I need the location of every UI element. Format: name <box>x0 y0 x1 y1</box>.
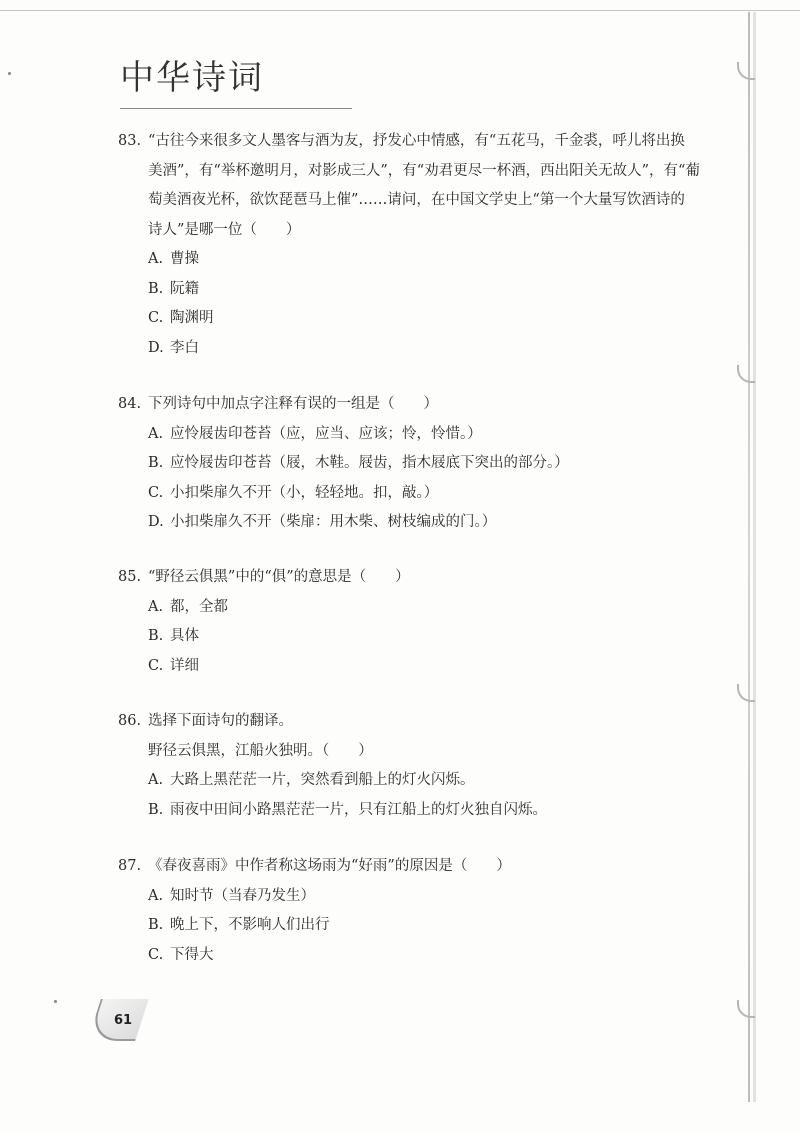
question-line <box>118 563 708 593</box>
option-text: 下得大 <box>170 946 214 963</box>
option-letter: D. <box>148 339 164 356</box>
option-text: 详细 <box>170 657 199 674</box>
option-text: 应怜屐齿印苍苔（屐，木鞋。屐齿，指木屐底下突出的部分。） <box>170 455 569 471</box>
option-b[interactable] <box>118 796 708 826</box>
option-text: 小扣柴扉久不开（柴扉：用木柴、树枝编成的门。） <box>170 514 497 530</box>
question-text: “古往今来很多文人墨客与酒为友，抒发心中情感，有“五花马，千金裘，呼儿将出换 <box>148 133 685 149</box>
option-letter: A. <box>148 598 164 615</box>
question-text: 野径云俱黑，江船火独明。（ ） <box>148 742 373 759</box>
question-line <box>118 707 708 737</box>
question-line <box>118 390 708 420</box>
binder-shadow <box>753 12 756 1102</box>
binder-ring-mark <box>737 684 755 702</box>
option-b[interactable] <box>118 911 708 941</box>
option-a[interactable] <box>118 882 708 912</box>
question-85 <box>118 563 708 681</box>
option-text: 晚上下，不影响人们出行 <box>170 917 330 933</box>
option-text: 小扣柴扉久不开（小，轻轻地。扣，敲。） <box>170 484 439 501</box>
option-letter: B. <box>148 455 164 471</box>
option-letter: C. <box>148 946 164 963</box>
option-a[interactable] <box>118 245 708 275</box>
question-84 <box>118 390 708 538</box>
page-title: 中华诗词 <box>120 58 264 98</box>
option-letter: A. <box>148 425 164 442</box>
option-a[interactable] <box>118 766 708 796</box>
question-text: “野径云俱黑”中的“俱”的意思是（ ） <box>148 569 410 585</box>
option-b[interactable] <box>118 449 708 479</box>
option-letter: C. <box>148 310 164 326</box>
option-letter: B. <box>148 280 164 297</box>
option-d[interactable] <box>118 334 708 364</box>
option-text: 李白 <box>170 339 199 356</box>
question-83 <box>118 127 708 363</box>
title-underline <box>120 108 352 109</box>
question-number: 84. <box>118 396 142 412</box>
option-letter: B. <box>148 628 164 644</box>
question-text: 下列诗句中加点字注释有误的一组是（ ） <box>148 396 438 412</box>
question-number: 83. <box>118 133 142 149</box>
scan-speck <box>54 1000 57 1003</box>
binder-edge <box>748 12 750 1102</box>
option-letter: A. <box>148 772 164 788</box>
page-footer <box>92 995 152 1045</box>
option-letter: D. <box>148 514 164 530</box>
option-letter: C. <box>148 484 164 501</box>
option-b[interactable] <box>118 622 708 652</box>
option-c[interactable] <box>118 941 708 971</box>
scan-edge <box>0 10 800 11</box>
option-letter: B. <box>148 801 164 818</box>
question-line <box>118 852 708 882</box>
option-text: 知时节（当春乃发生） <box>170 887 315 904</box>
question-87 <box>118 852 708 970</box>
option-letter: B. <box>148 917 164 933</box>
option-letter: C. <box>148 657 164 674</box>
option-b[interactable] <box>118 275 708 305</box>
question-text: 萄美酒夜光杯，欲饮琵琶马上催”……请问，在中国文学史上“第一个大量写饮酒诗的 <box>148 192 685 208</box>
page-number: 61 <box>114 1013 133 1028</box>
question-text: 诗人”是哪一位（ ） <box>148 221 301 238</box>
question-number: 85. <box>118 569 142 585</box>
option-c[interactable] <box>118 304 708 334</box>
option-text: 都，全都 <box>170 598 228 615</box>
question-number: 86. <box>118 713 142 729</box>
option-a[interactable] <box>118 420 708 450</box>
option-text: 陶渊明 <box>170 310 214 326</box>
option-letter: A. <box>148 887 164 904</box>
option-text: 雨夜中田间小路黑茫茫一片，只有江船上的灯火独自闪烁。 <box>170 801 547 818</box>
question-text: 《春夜喜雨》中作者称这场雨为“好雨”的原因是（ ） <box>148 858 511 874</box>
option-c[interactable] <box>118 479 708 509</box>
option-letter: A. <box>148 251 164 267</box>
option-text: 曹操 <box>170 251 199 267</box>
scan-speck <box>8 72 11 75</box>
binder-ring-mark <box>737 62 755 80</box>
question-text: 美酒”，有“举杯邀明月，对影成三人”，有“劝君更尽一杯酒，西出阳关无故人”，有“葡 <box>148 162 700 179</box>
option-text: 阮籍 <box>170 280 199 297</box>
option-text: 具体 <box>170 628 199 644</box>
question-line <box>118 127 708 157</box>
binder-ring-mark <box>737 365 755 383</box>
option-text: 应怜屐齿印苍苔（应，应当、应该；怜，怜惜。） <box>170 425 482 442</box>
option-c[interactable] <box>118 652 708 682</box>
question-text: 选择下面诗句的翻译。 <box>148 713 293 729</box>
binder-ring-mark <box>737 1000 755 1018</box>
option-text: 大路上黑茫茫一片，突然看到船上的灯火闪烁。 <box>170 772 475 788</box>
question-number: 87. <box>118 858 142 874</box>
option-a[interactable] <box>118 593 708 623</box>
question-86 <box>118 707 708 825</box>
option-d[interactable] <box>118 508 708 538</box>
